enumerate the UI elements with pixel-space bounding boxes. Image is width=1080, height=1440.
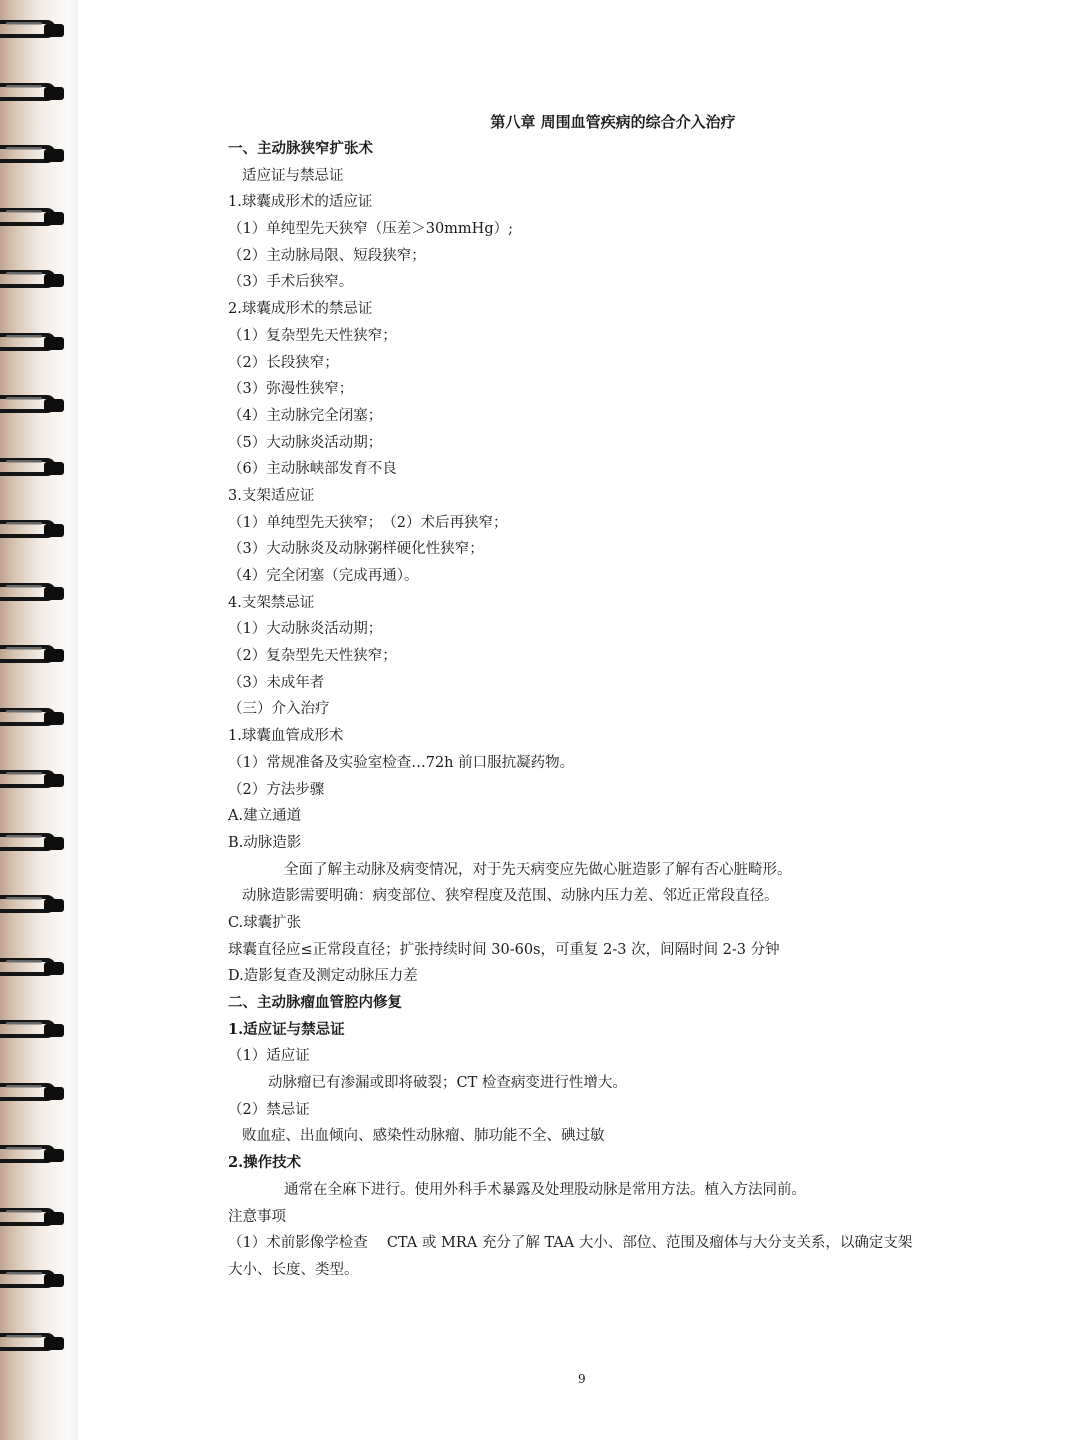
binding-ring xyxy=(0,1266,72,1296)
text-line: 1.球囊成形术的适应证 xyxy=(228,194,373,211)
text-line: （3）手术后狭窄。 xyxy=(228,274,354,291)
text-line: 适应证与禁忌证 xyxy=(242,167,344,184)
section-heading: 二、主动脉瘤血管腔内修复 xyxy=(228,994,402,1011)
text-line: （6）主动脉峡部发育不良 xyxy=(228,461,397,478)
section-heading: 1.适应证与禁忌证 xyxy=(228,1020,345,1038)
binding-ring xyxy=(0,829,72,859)
text-line: 通常在全麻下进行。使用外科手术暴露及处理股动脉是常用方法。植入方法同前。 xyxy=(284,1181,806,1198)
text-line: B.动脉造影 xyxy=(228,834,302,851)
page-number: 9 xyxy=(578,1372,586,1386)
text-line: 球囊直径应≤正常段直径；扩张持续时间 30-60s，可重复 2-3 次，间隔时间 2-3 分钟 xyxy=(228,941,780,958)
text-line: 3.支架适应证 xyxy=(228,487,315,504)
text-line: （4）完全闭塞（完成再通）。 xyxy=(228,568,419,584)
text-line: （4）主动脉完全闭塞； xyxy=(228,407,383,424)
text-line: （2）复杂型先天性狭窄； xyxy=(228,648,397,665)
text-line: （5）大动脉炎活动期； xyxy=(228,434,383,451)
document-page xyxy=(228,108,958,1284)
text-line: 败血症、出血倾向、感染性动脉瘤、肺功能不全、碘过敏 xyxy=(242,1128,605,1145)
text-line: （1）术前影像学检查 CTA 或 MRA 充分了解 TAA 大小、部位、范围及瘤体与大分支关系，以确定支架 xyxy=(228,1235,913,1252)
spiral-binding xyxy=(0,0,78,1440)
text-line: （1）适应证 xyxy=(228,1048,310,1065)
text-line: （三）介入治疗 xyxy=(228,701,330,718)
binding-ring xyxy=(0,391,72,421)
text-line: 动脉瘤已有渗漏或即将破裂；CT 检查病变进行性增大。 xyxy=(268,1075,627,1092)
chapter-title: 第八章 周围血管疾病的综合介入治疗 xyxy=(490,113,736,131)
text-line: （1）大动脉炎活动期； xyxy=(228,621,383,638)
text-line: 大小、长度、类型。 xyxy=(228,1261,359,1278)
binding-ring xyxy=(0,454,72,484)
binding-ring xyxy=(0,1141,72,1171)
section-heading: 一、主动脉狭窄扩张术 xyxy=(228,140,373,157)
text-line: C.球囊扩张 xyxy=(228,914,302,931)
binding-ring xyxy=(0,641,72,671)
text-line: A.建立通道 xyxy=(228,808,302,825)
text-line: 全面了解主动脉及病变情况，对于先天病变应先做心脏造影了解有否心脏畸形。 xyxy=(284,861,792,878)
text-line: （3）弥漫性狭窄； xyxy=(228,381,354,398)
text-line: （2）方法步骤 xyxy=(228,781,325,798)
binding-ring xyxy=(0,766,72,796)
binding-ring xyxy=(0,1204,72,1234)
binding-ring xyxy=(0,704,72,734)
binding-ring xyxy=(0,266,72,296)
binding-ring xyxy=(0,516,72,546)
binding-ring xyxy=(0,1329,72,1359)
binding-ring xyxy=(0,16,72,46)
text-line: 2.球囊成形术的禁忌证 xyxy=(228,301,373,318)
text-line: 4.支架禁忌证 xyxy=(228,594,315,611)
text-line: （2）主动脉局限、短段狭窄； xyxy=(228,247,426,264)
text-line: 动脉造影需要明确：病变部位、狭窄程度及范围、动脉内压力差、邻近正常段直径。 xyxy=(242,888,779,905)
text-line: 1.球囊血管成形术 xyxy=(228,728,344,745)
binding-ring xyxy=(0,579,72,609)
text-line: （1）复杂型先天性狭窄； xyxy=(228,327,397,344)
text-line: （2）禁忌证 xyxy=(228,1101,310,1118)
text-line: D.造影复查及测定动脉压力差 xyxy=(228,968,418,985)
text-line: 注意事项 xyxy=(228,1208,286,1225)
binding-ring xyxy=(0,204,72,234)
text-line: （1）常规准备及实验室检查…72h 前口服抗凝药物。 xyxy=(228,754,575,771)
document-body xyxy=(228,136,958,1284)
binding-ring xyxy=(0,79,72,109)
binding-ring xyxy=(0,954,72,984)
text-line: （2）长段狭窄； xyxy=(228,354,339,371)
binding-ring xyxy=(0,891,72,921)
binding-ring xyxy=(0,1016,72,1046)
text-line: （1）单纯型先天狭窄； （2）术后再狭窄； xyxy=(228,514,508,531)
text-line: （1）单纯型先天狭窄（压差＞30mmHg）; xyxy=(228,221,513,238)
text-line: （3）大动脉炎及动脉粥样硬化性狭窄； xyxy=(228,541,484,558)
text-line: （3）未成年者 xyxy=(228,674,325,691)
binding-ring xyxy=(0,1079,72,1109)
section-heading: 2.操作技术 xyxy=(228,1154,302,1172)
binding-ring xyxy=(0,141,72,171)
binding-ring xyxy=(0,329,72,359)
